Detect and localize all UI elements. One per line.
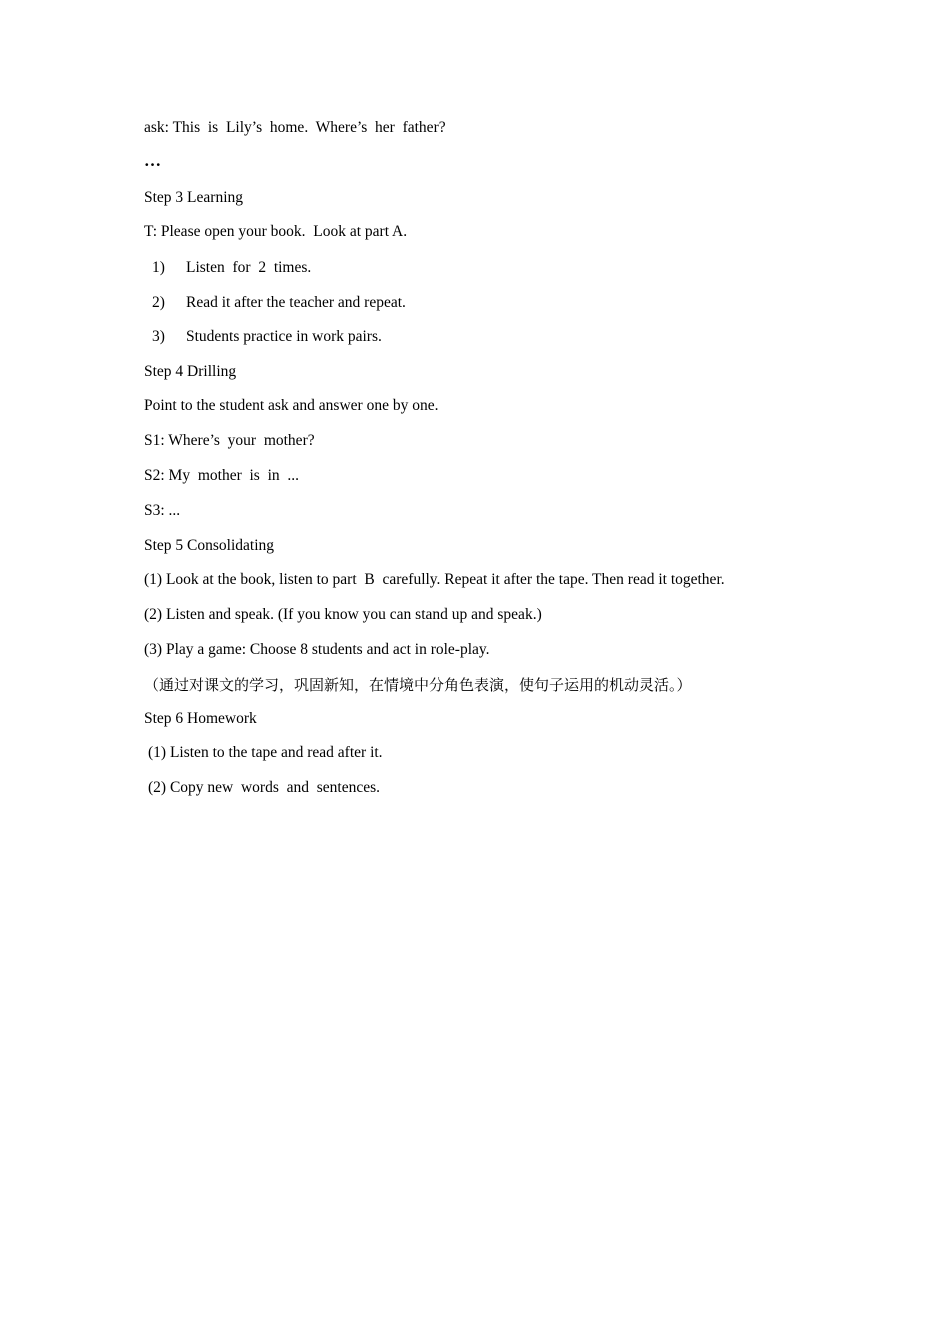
dialogue-s3: S3: ... xyxy=(144,502,181,519)
homework-item-2: (2) Copy new words and sentences. xyxy=(148,779,381,796)
list-item-text: Students practice in work pairs. xyxy=(186,328,382,345)
drilling-instruction: Point to the student ask and answer one by one. xyxy=(144,397,439,414)
consolidating-item-3: (3) Play a game: Choose 8 students and act in role-play. xyxy=(144,641,490,658)
step6-heading: Step 6 Homework xyxy=(144,710,257,727)
step4-heading: Step 4 Drilling xyxy=(144,363,237,380)
list-item-text: Read it after the teacher and repeat. xyxy=(186,294,406,311)
chinese-note: （通过对课文的学习，巩固新知，在情境中分角色表演，使句子运用的机动灵活。） xyxy=(144,676,692,694)
step3-heading: Step 3 Learning xyxy=(144,189,244,206)
instruction-line: T: Please open your book. Look at part A. xyxy=(144,223,408,240)
list-item-number: 1) xyxy=(152,259,165,276)
ask-line: ask: This is Lily’s home. Where’s her father? xyxy=(144,119,446,136)
list-item-text: Listen for 2 times. xyxy=(186,259,312,276)
consolidating-item-1: (1) Look at the book, listen to part B carefully. Repeat it after the tape. Then read it together. xyxy=(144,571,725,588)
consolidating-item-2: (2) Listen and speak. (If you know you can stand up and speak.) xyxy=(144,606,542,623)
step5-heading: Step 5 Consolidating xyxy=(144,537,275,554)
list-item-number: 2) xyxy=(152,294,165,311)
ellipsis-line: … xyxy=(144,151,161,170)
dialogue-s2: S2: My mother is in ... xyxy=(144,467,300,484)
dialogue-s1: S1: Where’s your mother? xyxy=(144,432,315,449)
list-item-number: 3) xyxy=(152,328,165,345)
homework-item-1: (1) Listen to the tape and read after it. xyxy=(148,744,383,761)
